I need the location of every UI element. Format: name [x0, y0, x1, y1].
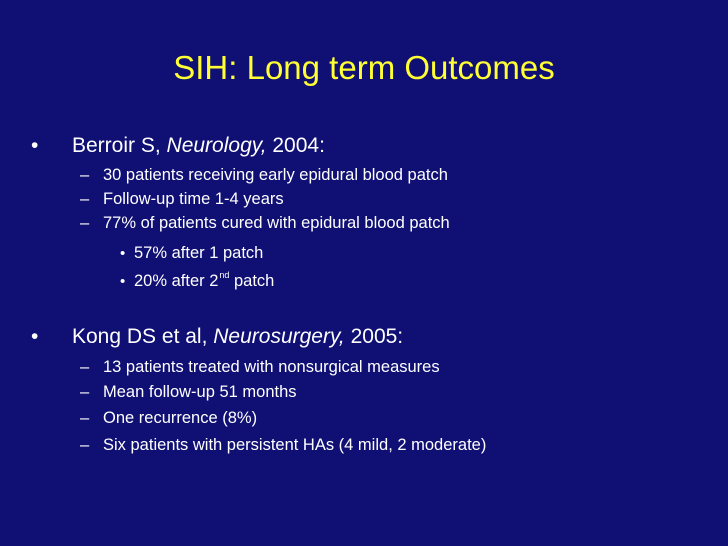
- study-author: Berroir S,: [72, 134, 167, 157]
- sub-bullet: [80, 213, 450, 234]
- sub-bullet-text: Follow-up time 1-4 years: [103, 190, 284, 208]
- dash-marker: –: [80, 383, 90, 401]
- dash-marker: –: [80, 190, 90, 208]
- bullet-study-kong: [31, 324, 404, 350]
- bullet-study-berroir: [31, 133, 325, 159]
- study-journal: Neurology,: [166, 134, 267, 157]
- dash-marker: –: [80, 436, 90, 454]
- sub-bullet: [80, 408, 258, 429]
- dash-marker: –: [80, 214, 90, 232]
- bullet-marker: •: [31, 325, 39, 348]
- bullet-marker: •: [120, 273, 126, 290]
- sub-bullet-text: 13 patients treated with nonsurgical measures: [103, 358, 440, 376]
- sub-bullet-text: 30 patients receiving early epidural blood patch: [103, 166, 448, 184]
- sub-bullet: [80, 382, 297, 403]
- study-author: Kong DS et al,: [72, 325, 214, 348]
- sub-bullet-text: Six patients with persistent HAs (4 mild, 2 moderate): [103, 436, 487, 454]
- sub-bullet: [80, 165, 448, 186]
- sub-sub-bullet-text: 57% after 1 patch: [134, 244, 264, 262]
- sub-bullet-text: 77% of patients cured with epidural blood patch: [103, 214, 450, 232]
- study-year: 2005:: [344, 325, 404, 348]
- study-year: 2004:: [266, 134, 325, 157]
- bullet-marker: •: [120, 245, 126, 262]
- sub-bullet-text: Mean follow-up 51 months: [103, 383, 297, 401]
- sub-sub-bullet: [120, 270, 275, 294]
- sub-bullet: [80, 357, 440, 378]
- sub-sub-bullet-text: 20% after 2: [134, 272, 219, 290]
- bullet-marker: •: [31, 134, 39, 157]
- sub-bullet: [80, 189, 284, 210]
- sub-bullet: [80, 435, 487, 456]
- sub-sub-bullet-text-suffix: patch: [229, 272, 275, 290]
- study-journal: Neurosurgery,: [213, 325, 345, 348]
- dash-marker: –: [80, 409, 90, 427]
- slide-title: SIH: Long term Outcomes: [173, 49, 555, 86]
- dash-marker: –: [80, 358, 90, 376]
- sub-sub-bullet: [120, 243, 264, 264]
- sub-bullet-text: One recurrence (8%): [103, 409, 258, 427]
- ordinal-superscript: nd: [219, 270, 230, 280]
- dash-marker: –: [80, 166, 90, 184]
